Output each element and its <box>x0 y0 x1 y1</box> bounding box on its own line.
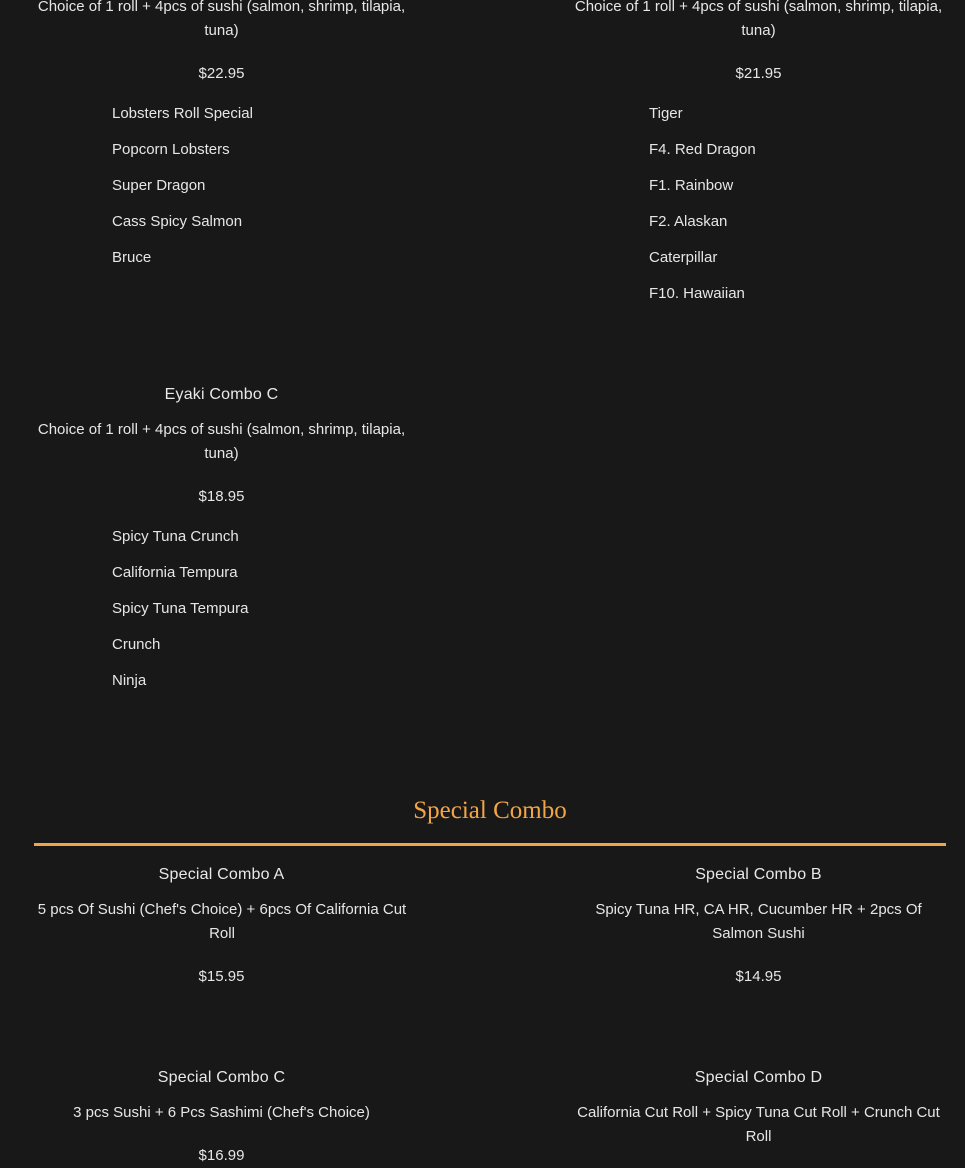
combo-description: Choice of 1 roll + 4pcs of sushi (salmon, shrimp, tilapia, tuna) <box>37 421 406 462</box>
roll-option: Lobsters Roll Special <box>112 105 253 122</box>
special-combo-title: Special Combo C <box>157 1069 286 1086</box>
roll-option: F4. Red Dragon <box>649 141 756 158</box>
combo-description: Choice of 1 roll + 4pcs of sushi (salmon, shrimp, tilapia, tuna) <box>37 0 406 39</box>
combo-description: Choice of 1 roll + 4pcs of sushi (salmon, shrimp, tilapia, tuna) <box>574 0 943 39</box>
roll-option: Spicy Tuna Crunch <box>112 528 239 545</box>
special-combo-price: $14.95 <box>735 968 782 985</box>
special-combo-title: Special Combo D <box>694 1069 823 1086</box>
special-combo-price: $15.95 <box>198 968 245 985</box>
special-combo-description: Spicy Tuna HR, CA HR, Cucumber HR + 2pcs Of Salmon Sushi <box>595 901 922 942</box>
roll-option: F2. Alaskan <box>649 213 728 230</box>
roll-option: Super Dragon <box>112 177 206 194</box>
special-combo-description: 5 pcs Of Sushi (Chef's Choice) + 6pcs Of California Cut Roll <box>37 901 407 942</box>
special-combo-description: 3 pcs Sushi + 6 Pcs Sashimi (Chef's Choice) <box>73 1104 370 1121</box>
roll-option: Spicy Tuna Tempura <box>112 600 249 617</box>
combo-price: $18.95 <box>198 488 245 505</box>
roll-option: Ninja <box>112 672 147 689</box>
roll-option: Caterpillar <box>649 249 718 266</box>
roll-option: Cass Spicy Salmon <box>112 213 243 230</box>
combo-price: $22.95 <box>198 65 245 82</box>
special-combo-price: $16.99 <box>198 1147 245 1164</box>
special-combo-description: California Cut Roll + Spicy Tuna Cut Roll + Crunch Cut Roll <box>577 1104 940 1145</box>
section-title: Special Combo <box>413 797 567 824</box>
roll-option: Tiger <box>649 105 683 122</box>
roll-option: F10. Hawaiian <box>649 285 745 302</box>
combo-title: Eyaki Combo C <box>164 386 279 403</box>
combo-price: $21.95 <box>735 65 782 82</box>
roll-option: Bruce <box>112 249 152 266</box>
roll-option: California Tempura <box>112 564 238 581</box>
roll-option: F1. Rainbow <box>649 177 734 194</box>
section-divider <box>34 843 946 846</box>
roll-option: Popcorn Lobsters <box>112 141 230 158</box>
special-combo-title: Special Combo A <box>158 866 285 883</box>
roll-option: Crunch <box>112 636 161 653</box>
special-combo-title: Special Combo B <box>695 866 822 883</box>
